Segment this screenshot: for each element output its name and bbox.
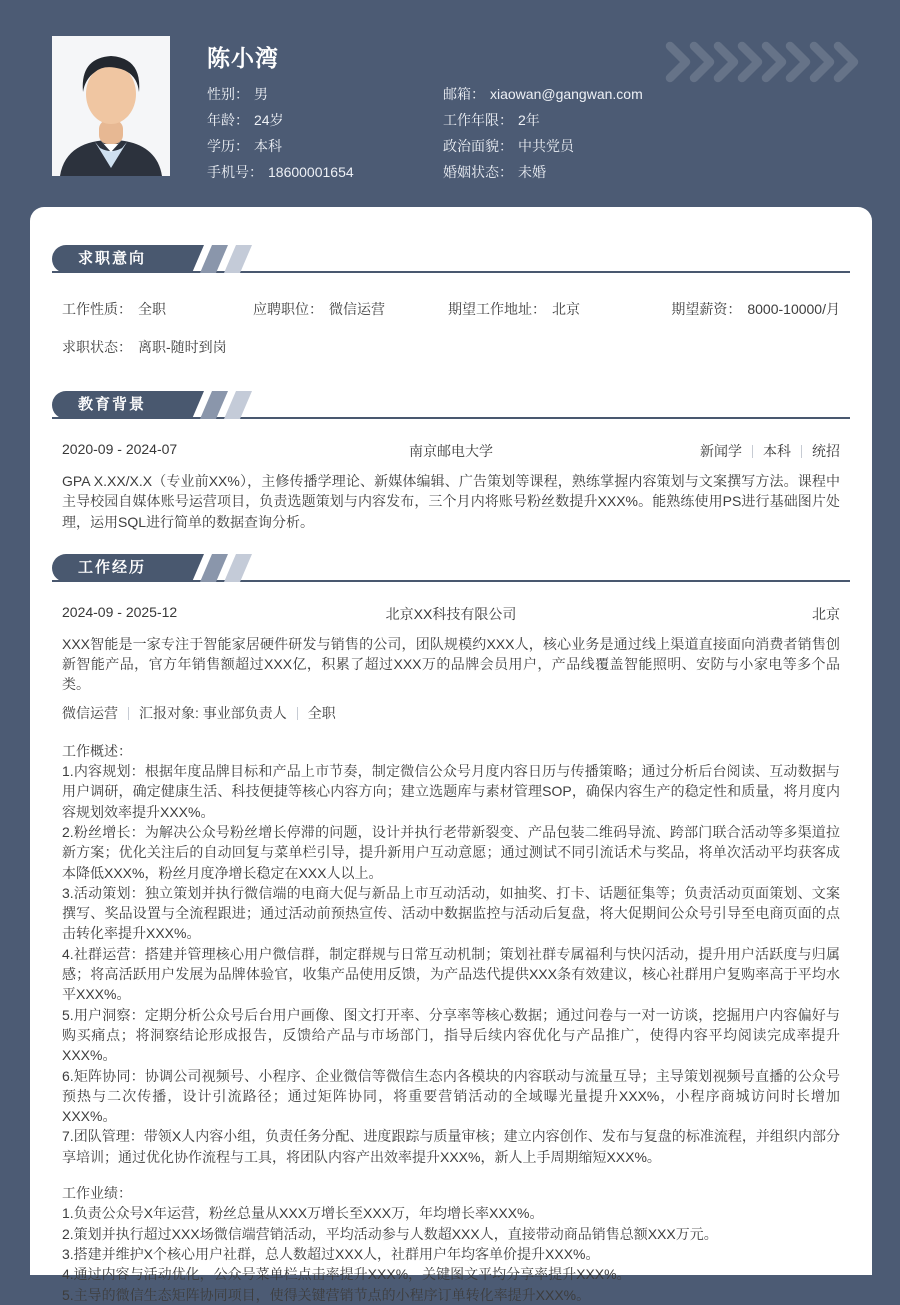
tag-separator: [752, 445, 753, 458]
intention-row-2: [62, 337, 840, 357]
intent-salary: [661, 299, 840, 319]
work-overview-item: 1.内容规划：根据年度品牌目标和产品上市节奏，制定微信公众号月度内容日历与传播策略；通过分析后台阅读、互动数据与用户调研，确定健康生活、科技便捷等核心内容方向；建立选题库与素材管理SOP，确保内容生产的稳定性和质量，将月度内容规划效率提升XXX%。: [62, 763, 840, 820]
tag-separator: [801, 445, 802, 458]
resume-header: [0, 0, 900, 207]
work-results-item: 1.负责公众号X年运营，粉丝总量从XXX万增长至XXX万，年均增长率XXX%。: [62, 1205, 544, 1222]
work-overview-item: 3.活动策划：独立策划并执行微信端的电商大促与新品上市互动活动，如抽奖、打卡、话题征集等；负责活动页面策划、文案撰写、奖品设置与全流程跟进；通过活动前预热宣传、活动中数据监控与活动后复盘，将大促期间公众号引导至电商页面的点击转化率提升XXX%。: [62, 884, 840, 942]
field-label: 邮箱：: [443, 86, 485, 102]
tag-separator: [297, 707, 298, 720]
work-overview-block: [62, 741, 840, 1167]
enrollment-tag: 统招: [812, 443, 840, 459]
header-fields-left: [207, 81, 354, 185]
work-overview-item: 2.粉丝增长：为解决公众号粉丝增长停滞的问题，设计并执行老带新裂变、产品包装二维码导流、跨部门联合活动等多渠道拉新方案；优化关注后的自动回复与菜单栏引导，提升新用户互动意愿；通过测试不同引流话术与奖品，将单次活动平均获客成本降低XXX%，粉丝月度净增长稳定在XXX人以上。: [62, 823, 840, 881]
education-description: GPA X.XX/X.X（专业前XX%），主修传播学理论、新媒体编辑、广告策划等课程，熟练掌握内容策划与文案撰写方法。课程中主导校园自媒体账号运营项目，负责选题策划与内容发布，三个月内将账号粉丝数提升XXX%。能熟练使用PS进行基础图片处理，运用SQL进行简单的数据查询分析。: [62, 473, 840, 530]
intent-status: [62, 337, 227, 357]
intent-work-type: [62, 299, 253, 319]
field-label: 性别：: [207, 86, 249, 102]
candidate-name: 陈小湾: [207, 45, 279, 71]
field-label: 年龄：: [207, 112, 249, 128]
field-label: 工作年限：: [443, 112, 513, 128]
section-title: 求职意向: [78, 250, 147, 267]
field-value: 18600001654: [268, 164, 354, 180]
entry-period: 2024-09 - 2025-12: [62, 603, 178, 620]
resume-card: [30, 207, 872, 1303]
work-results-item: 4.通过内容与活动优化，公众号菜单栏点击率提升XXX%，关键图文平均分享率提升XXX%。: [62, 1266, 631, 1283]
entry-tags: [602, 441, 840, 461]
employment-type: 全职: [307, 704, 336, 721]
profile-photo: [52, 36, 170, 176]
work-results-block: [62, 1183, 840, 1305]
field-label: 工作性质：: [62, 301, 132, 317]
work-entry-row: [62, 604, 840, 624]
report-to: 汇报对象: 事业部负责人: [139, 704, 287, 721]
field-label: 婚姻状态：: [443, 164, 513, 180]
section-title: 教育背景: [78, 396, 147, 413]
tag-separator: [128, 707, 129, 720]
work-results-item: 3.搭建并维护X个核心用户社群，总人数超过XXX人，社群用户年均客单价提升XXX%。: [62, 1245, 600, 1262]
field-value: 微信运营: [329, 301, 385, 317]
field-education: [207, 133, 354, 159]
section-title: 工作经历: [78, 558, 147, 576]
entry-school: 南京邮电大学: [409, 443, 493, 459]
degree-tag: 本科: [763, 443, 791, 459]
field-political-status: [443, 133, 643, 159]
decor-chevrons-icon: [666, 42, 866, 82]
work-overview-item: 5.用户洞察：定期分析公众号后台用户画像、图文打开率、分享率等核心数据；通过问卷与一对一访谈，挖掘用户内容偏好与购买痛点；将洞察结论形成报告，反馈给产品与市场部门，指导后续内容优化与产品推广，使得内容平均阅读完成率提升XXX%。: [62, 1006, 840, 1064]
field-phone: [207, 159, 354, 185]
intention-row-1: [62, 299, 840, 319]
field-value: xiaowan@gangwan.com: [490, 86, 643, 102]
field-value: 未婚: [518, 164, 546, 180]
field-work-years: [443, 107, 643, 133]
work-results-title: 工作业绩：: [62, 1185, 132, 1202]
education-entry-row: [62, 441, 840, 461]
field-email: [443, 81, 643, 107]
field-label: 学历：: [207, 138, 249, 154]
entry-location: 北京: [812, 605, 840, 622]
work-results-item: 5.主导的微信生态矩阵协同项目，使得关键营销节点的小程序订单转化率提升XXX%。: [62, 1286, 591, 1303]
field-value: 男: [254, 86, 268, 102]
field-label: 应聘职位：: [253, 301, 323, 317]
field-label: 手机号：: [207, 164, 263, 180]
entry-period: 2020-09 - 2024-07: [62, 441, 178, 457]
work-overview-item: 4.社群运营：搭建并管理核心用户微信群，制定群规与日常互动机制；策划社群专属福利与快闪活动，提升用户活跃度与归属感；将高活跃用户发展为品牌体验官，收集产品使用反馈，为产品迭代提供XXX条有效建议，核心社群用户复购率高于平均水平XXX%。: [62, 945, 840, 1003]
field-value: 本科: [254, 138, 282, 154]
field-value: 2年: [518, 112, 540, 128]
role-title: 微信运营: [62, 704, 118, 721]
intent-location: [448, 299, 661, 319]
section-work-header: [52, 554, 850, 582]
section-job-intention-header: [52, 245, 850, 273]
work-overview-item: 7.团队管理：带领X人内容小组，负责任务分配、进度跟踪与质量审核；建立内容创作、发布与复盘的标准流程，并组织内部分享培训；通过优化协作流程与工具，将团队内容产出效率提升XXX%，新人上手周期缩短XXX%。: [62, 1128, 840, 1165]
work-results-item: 2.策划并执行超过XXX场微信端营销活动，平均活动参与人数超XXX人，直接带动商品销售总额XXX万元。: [62, 1225, 718, 1242]
field-marital-status: [443, 159, 643, 185]
field-value: 离职-随时到岗: [138, 339, 227, 355]
portrait-illustration: [52, 36, 170, 176]
major-tag: 新闻学: [700, 443, 742, 459]
company-intro: XXX智能是一家专注于智能家居硬件研发与销售的公司，团队规模约XXX人，核心业务是通过线上渠道直接面向消费者销售创新智能产品，官方年销售额超过XXX亿，积累了超过XXX万的品牌会员用户，产品线覆盖智能照明、安防与小家电等多个品类。: [62, 635, 840, 693]
intent-position: [253, 299, 448, 319]
field-value: 中共党员: [518, 138, 574, 154]
field-value: 24岁: [254, 112, 284, 128]
field-age: [207, 107, 354, 133]
header-fields-right: [443, 81, 643, 185]
field-value: 全职: [138, 301, 166, 317]
field-gender: [207, 81, 354, 107]
field-label: 期望薪资：: [671, 301, 742, 317]
field-label: 期望工作地址：: [448, 301, 546, 317]
field-value: 北京: [552, 301, 580, 317]
field-label: 求职状态：: [62, 339, 132, 355]
field-label: 政治面貌：: [443, 138, 513, 154]
section-education-header: [52, 391, 850, 419]
work-overview-item: 6.矩阵协同：协调公司视频号、小程序、企业微信等微信生态内各模块的内容联动与流量互导；主导策划视频号直播的公众号预热与二次传播，设计引流路径；通过矩阵协同，将重要营销活动的全域曝光量提升XXX%，小程序商城访问时长增加XXX%。: [62, 1067, 840, 1125]
field-value: 8000-10000/月: [747, 301, 840, 317]
entry-company: 北京XX科技有限公司: [385, 605, 517, 622]
work-overview-title: 工作概述：: [62, 742, 132, 759]
role-tags-row: [62, 703, 840, 723]
